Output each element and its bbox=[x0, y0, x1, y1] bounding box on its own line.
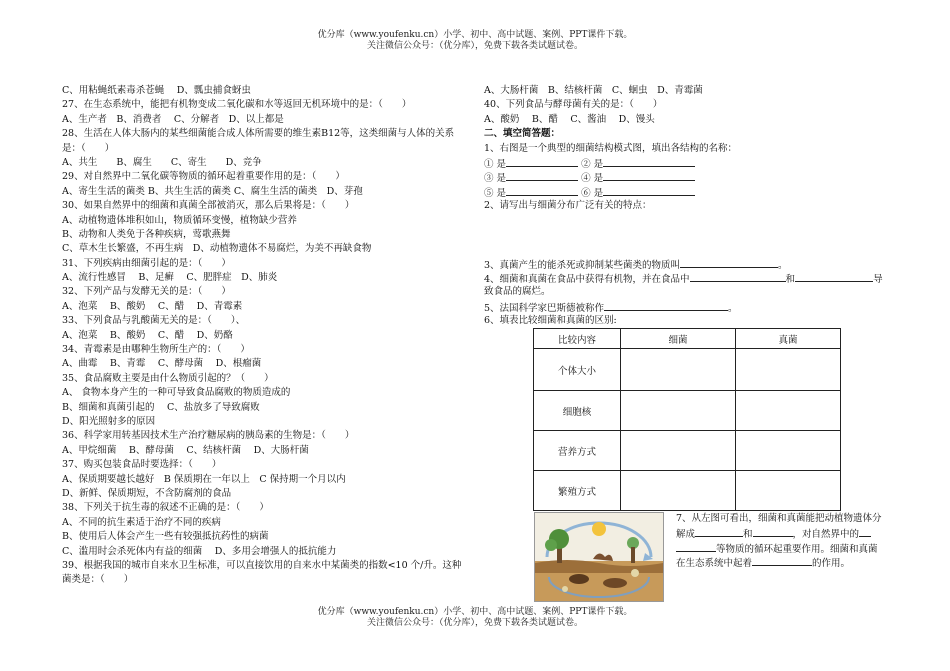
blank-label-6: ⑥ 是 bbox=[581, 187, 604, 199]
table-header-row bbox=[534, 329, 841, 349]
ecosystem-decomposition-illustration bbox=[534, 512, 664, 602]
table-answer-cell[interactable] bbox=[621, 471, 736, 511]
table-header-cell: 比较内容 bbox=[534, 329, 621, 349]
header-line-1: 优分库（www.youfenku.cn）小学、初中、高中试题、案例、PPT课件下载。 bbox=[317, 30, 633, 40]
q7-answer-blank-5[interactable] bbox=[752, 555, 812, 566]
fill-q5 bbox=[484, 300, 904, 314]
table-answer-cell[interactable] bbox=[736, 391, 841, 431]
q7-answer-blank-2[interactable] bbox=[753, 526, 793, 537]
fill-q4 bbox=[484, 271, 904, 285]
question-line: C、草木生长繁盛，不再生病 D、动植物遗体不易腐烂，为美不再缺食物 bbox=[62, 243, 372, 255]
question-line: 39、根据我国的城市自来水卫生标准，可以直接饮用的自来水中某菌类的指数<10 个/升。这种 bbox=[62, 559, 462, 571]
question-line: 27、在生态系统中，能把有机物变成二氧化碳和水等返回无机环境中的是：（ ） bbox=[62, 99, 412, 111]
footer-line-1: 优分库（www.youfenku.cn）小学、初中、高中试题、案例、PPT课件下载。 bbox=[317, 607, 633, 617]
fill-q1-blanks-row-1 bbox=[484, 156, 904, 170]
question-line: A、保质期要越长越好 B 保质期在一年以上 C 保持期一个月以内 bbox=[62, 473, 346, 485]
q5-end: 。 bbox=[728, 302, 738, 314]
fill-q1-blanks-row-3 bbox=[484, 185, 904, 199]
question-line: A、寄生生活的菌类 B、共生生活的菌类 C、腐生生活的菌类 D、芽孢 bbox=[62, 185, 363, 197]
q5-answer-blank[interactable] bbox=[604, 300, 728, 311]
question-line: A、曲霉 B、青霉 C、酵母菌 D、根瘤菌 bbox=[62, 358, 262, 370]
fill-q4-cont: 致食品的腐烂。 bbox=[484, 286, 551, 298]
section-2-title: 二、填空简答题： bbox=[484, 128, 561, 140]
question-line: 菌类是：（ ） bbox=[62, 574, 134, 586]
blank-label-5: ⑤ 是 bbox=[484, 187, 507, 199]
q3-end: 。 bbox=[778, 259, 788, 271]
footer-line-2: 关注微信公众号：（优分库），免费下载各类试题试卷。 bbox=[366, 618, 583, 628]
table-answer-cell[interactable] bbox=[736, 431, 841, 471]
table-row bbox=[534, 471, 841, 511]
question-line: 33、下列食品与乳酸菌无关的是：（ ）、 bbox=[62, 315, 246, 327]
q2-answer-space[interactable] bbox=[484, 214, 904, 257]
question-line: 36、科学家用转基因技术生产治疗糖尿病的胰岛素的生物是：（ ） bbox=[62, 430, 355, 442]
table-header-cell: 细菌 bbox=[621, 329, 736, 349]
question-line: B、动物和人类免于各种疾病，莺歌燕舞 bbox=[62, 228, 231, 240]
fill-q1: 1、右图是一个典型的细菌结构模式图，填出各结构的名称： bbox=[484, 142, 738, 154]
table-answer-cell[interactable] bbox=[736, 471, 841, 511]
answer-blank-5[interactable] bbox=[506, 185, 578, 196]
question-line: A、动植物遗体堆积如山，物质循环变慢，植物缺少营养 bbox=[62, 214, 297, 226]
table-row-label: 营养方式 bbox=[534, 431, 621, 471]
left-column-questions bbox=[62, 84, 472, 588]
q3-text: 3、真菌产生的能杀死或抑制某些菌类的物质叫 bbox=[484, 259, 681, 271]
question-line: A、共生 B、腐生 C、寄生 D、竞争 bbox=[62, 156, 262, 168]
table-row-label: 个体大小 bbox=[534, 349, 621, 391]
question-line: 28、生活在人体大肠内的某些细菌能合成人体所需要的维生素B12等，这类细菌与人体的关系 bbox=[62, 128, 455, 140]
fill-q3 bbox=[484, 257, 904, 271]
question-line: 35、食品腐败主要是由什么物质引起的？（ ） bbox=[62, 372, 274, 384]
q7-line-4 bbox=[676, 555, 906, 569]
question-line: C、滥用时会杀死体内有益的细菌 D、多用会增强人的抵抗能力 bbox=[62, 545, 337, 557]
question-line: A、甲烷细菌 B、酵母菌 C、结核杆菌 D、大肠杆菌 bbox=[62, 444, 309, 456]
question-line: 38、下列关于抗生毒的叙述不正确的是：（ ） bbox=[62, 502, 269, 514]
q5-text: 5、法国科学家巴斯德被称作 bbox=[484, 302, 605, 314]
table-row-label: 繁殖方式 bbox=[534, 471, 621, 511]
q7-answer-blank-3[interactable] bbox=[859, 526, 871, 537]
right-column bbox=[484, 84, 904, 328]
blank-label-1: ① 是 bbox=[484, 158, 507, 170]
blank-label-2: ② 是 bbox=[581, 158, 604, 170]
question-line: A、 食物本身产生的一种可导致食品腐败的物质造成的 bbox=[62, 387, 291, 399]
q7-line-2 bbox=[676, 526, 906, 540]
q4-answer-blank-2[interactable] bbox=[795, 271, 873, 282]
q7-text-c: ，对自然界中的 bbox=[792, 529, 860, 541]
fill-q6: 6、填表比较细菌和真菌的区别: bbox=[484, 315, 617, 327]
answer-blank-3[interactable] bbox=[506, 170, 578, 181]
q7-line-1: 7、从左图可看出，细菌和真菌能把动植物遗体分 bbox=[676, 513, 882, 524]
q7-answer-blank-4[interactable] bbox=[676, 541, 716, 552]
question-line: 31、下列疾病由细菌引起的是：（ ） bbox=[62, 257, 231, 269]
comparison-table bbox=[533, 328, 841, 511]
table-answer-cell[interactable] bbox=[621, 391, 736, 431]
question-line: 30、如果自然界中的细菌和真菌全部被消灭，那么后果将是：（ ） bbox=[62, 200, 355, 212]
question-line: A、生产者 B、消费者 C、分解者 D、以上都是 bbox=[62, 113, 284, 125]
q3-answer-blank[interactable] bbox=[680, 257, 778, 268]
table-row bbox=[534, 431, 841, 471]
question-line: 29、对自然界中二氧化碳等物质的循环起着重要作用的是：（ ） bbox=[62, 171, 345, 183]
q7-text-f: 的作用。 bbox=[812, 558, 851, 570]
q7-text-d: 等物质的循环起重要作用。细菌和真菌 bbox=[716, 543, 878, 555]
question-line: 是：（ ） bbox=[62, 142, 115, 154]
answer-blank-6[interactable] bbox=[603, 185, 695, 196]
q7-line-3 bbox=[676, 541, 906, 555]
q4-and: 和 bbox=[785, 273, 796, 285]
table-row bbox=[534, 349, 841, 391]
blank-label-4: ④ 是 bbox=[581, 173, 604, 185]
question-line: 34、青霉素是由哪种生物所生产的：（ ） bbox=[62, 344, 250, 356]
question-line: A、流行性感冒 B、足癣 C、肥胖症 D、肺炎 bbox=[62, 272, 278, 284]
page-header bbox=[0, 30, 950, 52]
fill-q1-blanks-row-2 bbox=[484, 170, 904, 184]
q7-text-b: 和 bbox=[743, 529, 753, 541]
q40-options: A、酸奶 B、醋 C、酱油 D、馒头 bbox=[484, 113, 655, 125]
page-footer bbox=[0, 607, 950, 629]
q4-dao: 导 bbox=[873, 273, 883, 285]
nature-cycle-icon bbox=[535, 513, 663, 601]
question-line: D、阳光照射多的原因 bbox=[62, 415, 156, 427]
table-answer-cell[interactable] bbox=[621, 431, 736, 471]
q4-text: 4、细菌和真菌在食品中获得有机物，并在食品中 bbox=[484, 273, 690, 285]
q39-options: A、大肠杆菌 B、结核杆菌 C、蛔虫 D、青霉菌 bbox=[484, 85, 703, 96]
question-line: D、新鲜、保质期短，不含防腐剂的食品 bbox=[62, 487, 232, 499]
table-row bbox=[534, 391, 841, 431]
answer-blank-2[interactable] bbox=[603, 156, 695, 167]
q7-answer-blank-1[interactable] bbox=[695, 526, 743, 537]
question-line: 32、下列产品与发酵无关的是：（ ） bbox=[62, 286, 231, 298]
question-line: C、用粘蝇纸素毒杀苍蝇 D、瓢虫捕食蚜虫 bbox=[62, 85, 251, 96]
answer-blank-1[interactable] bbox=[506, 156, 578, 167]
question-line: A、泡菜 B、酸奶 C、醋 D、青霉素 bbox=[62, 300, 243, 312]
fill-q7 bbox=[676, 512, 906, 570]
q40-question: 40、下列食品与酵母菌有关的是：（ ） bbox=[484, 99, 663, 111]
q4-answer-blank-1[interactable] bbox=[690, 271, 786, 282]
question-line: A、不同的抗生素适于治疗不同的疾病 bbox=[62, 516, 221, 528]
table-header-cell: 真菌 bbox=[736, 329, 841, 349]
fill-q2: 2、请写出与细菌分布广泛有关的特点： bbox=[484, 200, 652, 212]
q7-text-e: 在生态系统中起着 bbox=[676, 558, 753, 570]
blank-label-3: ③ 是 bbox=[484, 173, 507, 185]
answer-blank-4[interactable] bbox=[603, 170, 695, 181]
table-answer-cell[interactable] bbox=[621, 349, 736, 391]
question-line: B、细菌和真菌引起的 C、盐放多了导致腐败 bbox=[62, 401, 260, 413]
header-line-2: 关注微信公众号：（优分库），免费下载各类试题试卷。 bbox=[366, 41, 583, 51]
question-line: B、使用后人体会产生一些有较强抵抗药性的病菌 bbox=[62, 531, 269, 543]
question-line: A、泡菜 B、酸奶 C、醋 D、奶酪 bbox=[62, 329, 233, 341]
table-answer-cell[interactable] bbox=[736, 349, 841, 391]
table-row-label: 细胞核 bbox=[534, 391, 621, 431]
q7-text-a: 解成 bbox=[676, 529, 696, 541]
question-line: 37、购买包装食品时要选择：（ ） bbox=[62, 459, 222, 471]
